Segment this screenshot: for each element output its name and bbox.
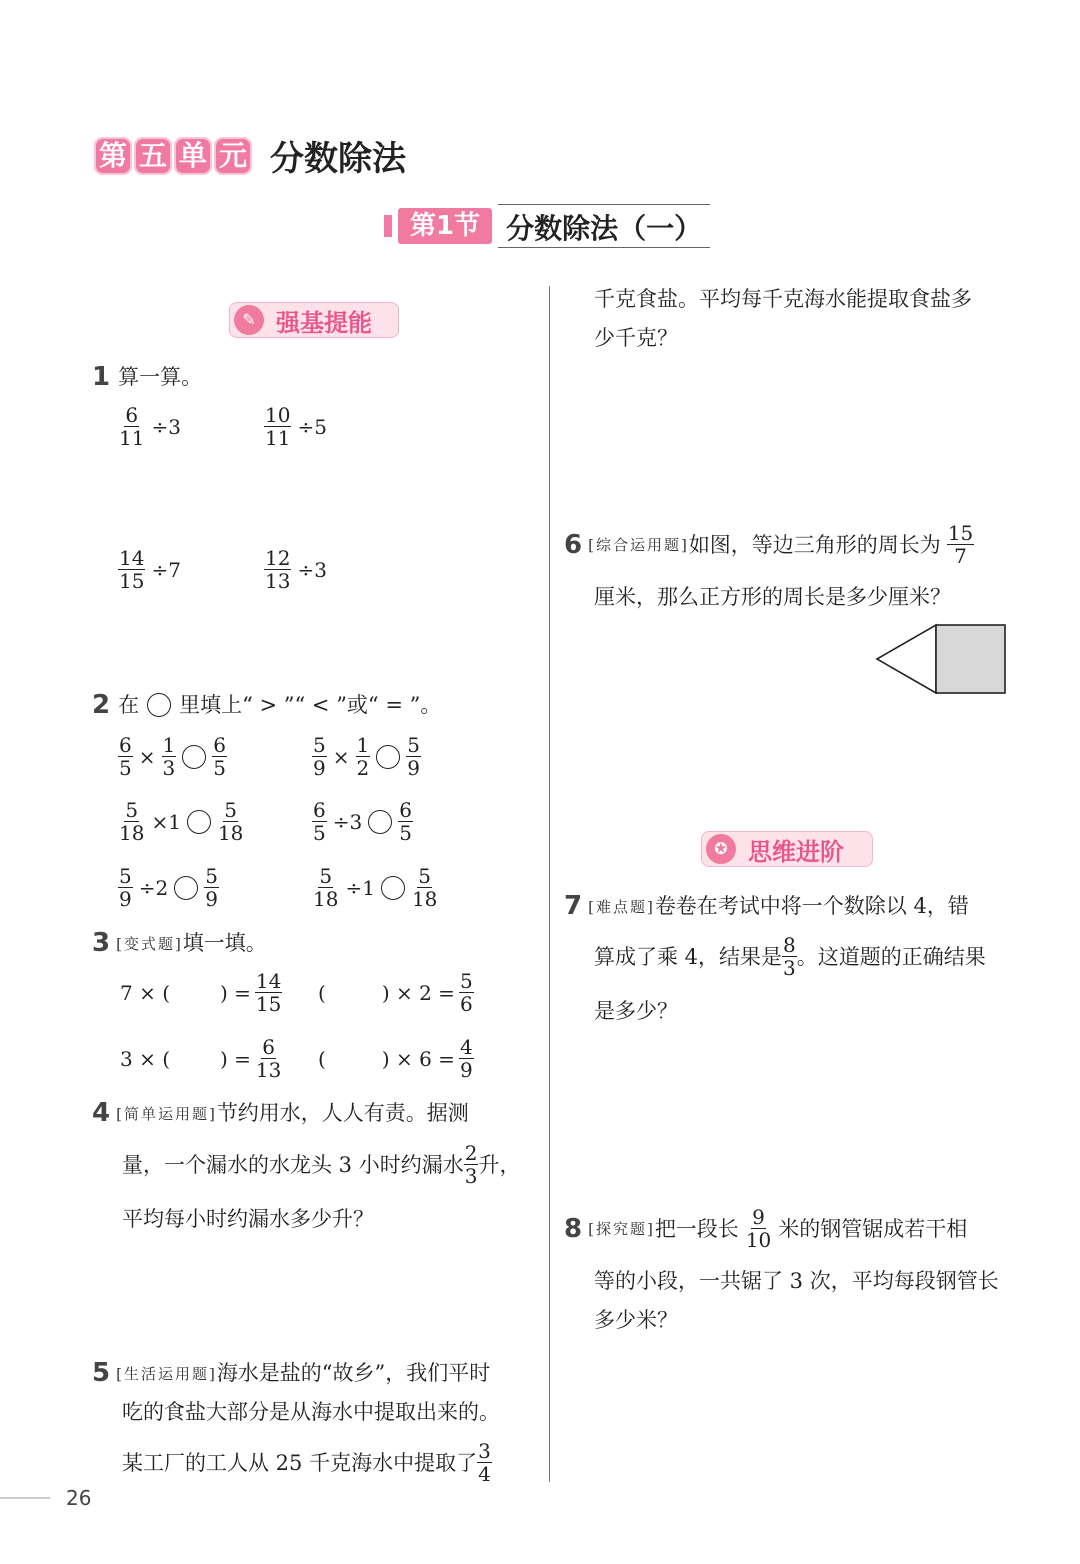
fraction xyxy=(745,1206,772,1251)
question-tag: [探究题] xyxy=(588,1220,655,1238)
question-text: 填一填。 xyxy=(182,931,267,955)
denominator: 15 xyxy=(119,569,145,593)
numerator: 6 xyxy=(125,403,139,427)
denominator: 9 xyxy=(313,756,326,780)
question-tag: [难点题] xyxy=(588,897,655,916)
question-5 xyxy=(92,1358,490,1388)
numerator: 2 xyxy=(464,1141,478,1165)
operator: × xyxy=(332,744,350,769)
numerator: 5 xyxy=(313,733,326,757)
question-text: 千克食盐。平均每千克海水能提取食盐多 xyxy=(594,287,972,311)
fraction xyxy=(118,865,133,910)
operator: ÷3 xyxy=(297,557,327,582)
fraction xyxy=(255,970,282,1015)
question-8 xyxy=(564,1206,967,1251)
question-text: 等的小段，一共锯了 3 次，平均每段钢管长 xyxy=(594,1269,999,1293)
square-shape xyxy=(936,625,1005,693)
operator: ÷7 xyxy=(151,557,181,582)
section-badge-stripe xyxy=(384,215,392,237)
denominator: 9 xyxy=(459,1058,473,1082)
fraction xyxy=(312,865,339,910)
q3-blank-equation xyxy=(318,970,474,1015)
equation-prefix: ( xyxy=(318,980,326,1005)
numerator: 5 xyxy=(125,798,139,822)
q3-blank-equation xyxy=(318,1036,474,1081)
answer-circle[interactable] xyxy=(187,810,211,834)
pencil-icon: ✎ xyxy=(234,305,264,335)
denominator: 11 xyxy=(119,426,145,450)
answer-circle[interactable] xyxy=(368,810,392,834)
q2-comparison xyxy=(118,734,227,779)
numerator: 5 xyxy=(418,864,432,888)
fraction xyxy=(118,404,145,449)
numerator: 5 xyxy=(407,733,420,757)
fraction xyxy=(118,734,133,779)
q2-comparison xyxy=(312,734,421,779)
fraction xyxy=(398,799,413,844)
column-divider xyxy=(549,286,550,1482)
fraction xyxy=(162,734,177,779)
fraction xyxy=(118,547,145,592)
denominator: 9 xyxy=(407,756,420,780)
q2-comparison xyxy=(118,799,244,844)
fraction xyxy=(212,734,227,779)
operator: × xyxy=(138,744,156,769)
question-text: 吃的食盐大部分是从海水中提取出来的。 xyxy=(122,1400,500,1424)
question-6 xyxy=(564,522,974,567)
unit-char: 元 xyxy=(214,137,252,175)
question-text-line xyxy=(122,1440,492,1485)
numerator: 6 xyxy=(262,1035,276,1059)
answer-circle[interactable] xyxy=(182,745,206,769)
equation-suffix: ) = xyxy=(220,980,251,1005)
fraction xyxy=(411,865,438,910)
question-tag: [生活运用题] xyxy=(116,1364,217,1383)
question-1 xyxy=(92,362,202,392)
unit-char: 五 xyxy=(134,137,172,175)
numerator: 6 xyxy=(313,798,326,822)
fraction xyxy=(264,404,291,449)
question-text: 米的钢管锯成若干相 xyxy=(778,1216,968,1241)
denominator: 5 xyxy=(119,756,132,780)
question-text: 厘米，那么正方形的周长是多少厘米？ xyxy=(594,585,951,609)
question-text: 节约用水，人人有责。据测 xyxy=(216,1101,469,1125)
question-2 xyxy=(92,690,441,720)
q3-blank-equation xyxy=(120,1036,282,1081)
numerator: 5 xyxy=(119,864,132,888)
equation-prefix: 7 × ( xyxy=(120,980,170,1005)
question-text: 如图，等边三角形的周长为 xyxy=(688,532,941,557)
question-text-line xyxy=(122,1142,520,1187)
denominator: 5 xyxy=(313,821,326,845)
answer-circle[interactable] xyxy=(376,745,400,769)
section-pill-basic xyxy=(229,302,399,338)
q2-comparison xyxy=(118,865,219,910)
triangle-square-figure xyxy=(870,620,1012,698)
denominator: 5 xyxy=(213,756,226,780)
equation-prefix: ( xyxy=(318,1046,326,1071)
answer-circle[interactable] xyxy=(174,876,198,900)
answer-circle[interactable] xyxy=(381,876,405,900)
numerator: 9 xyxy=(752,1205,765,1229)
unit-heading xyxy=(94,131,406,180)
denominator: 9 xyxy=(205,887,218,911)
numerator: 1 xyxy=(162,733,176,757)
section-badge: 第1节 xyxy=(398,208,492,244)
section-title: 分数除法（一） xyxy=(498,204,710,248)
numerator: 1 xyxy=(356,733,370,757)
medal-icon: ✪ xyxy=(706,834,736,864)
denominator: 9 xyxy=(119,887,132,911)
operator: ÷5 xyxy=(297,414,327,439)
question-number: 4 xyxy=(92,1098,111,1128)
numerator: 14 xyxy=(119,546,145,570)
question-number: 7 xyxy=(564,891,583,921)
question-3 xyxy=(92,928,267,958)
section-pill-advanced xyxy=(701,831,873,867)
denominator: 13 xyxy=(255,1058,282,1082)
numerator: 5 xyxy=(224,798,238,822)
numerator: 5 xyxy=(459,969,473,993)
fraction xyxy=(782,934,797,979)
numerator: 12 xyxy=(265,546,291,570)
numerator: 10 xyxy=(265,403,291,427)
question-number: 8 xyxy=(564,1213,583,1244)
numerator: 3 xyxy=(478,1439,491,1463)
question-text-line xyxy=(594,934,986,979)
question-text: 平均每小时约漏水多少升？ xyxy=(122,1207,374,1231)
question-text: 是多少？ xyxy=(594,999,678,1023)
q1-expression xyxy=(118,547,181,592)
fraction xyxy=(118,799,145,844)
answer-blank[interactable] xyxy=(330,981,378,1005)
fraction xyxy=(312,734,327,779)
section-pill-label: 思维进阶 xyxy=(748,837,844,866)
fraction xyxy=(477,1440,492,1485)
question-text: 算成了乘 4，结果是 xyxy=(594,944,783,969)
question-text: 某工厂的工人从 25 千克海水中提取了 xyxy=(122,1450,478,1475)
footer-dash xyxy=(0,1497,50,1499)
unit-title: 分数除法 xyxy=(270,139,406,179)
numerator: 14 xyxy=(255,969,282,993)
equation-suffix: ) = xyxy=(220,1046,251,1071)
denominator: 18 xyxy=(411,887,438,911)
question-text: 算一算。 xyxy=(118,365,203,389)
answer-blank[interactable] xyxy=(174,981,216,1005)
numerator: 5 xyxy=(319,864,333,888)
denominator: 18 xyxy=(119,821,145,845)
answer-circle xyxy=(147,693,171,717)
numerator: 5 xyxy=(205,864,218,888)
question-number: 5 xyxy=(92,1358,111,1388)
fraction xyxy=(204,865,219,910)
section-pill-label: 强基提能 xyxy=(276,308,372,337)
question-tag: [综合运用题] xyxy=(588,536,689,554)
denominator: 13 xyxy=(265,569,291,593)
fraction xyxy=(406,734,421,779)
numerator: 8 xyxy=(783,933,796,957)
fraction xyxy=(264,547,291,592)
question-text: 把一段长 xyxy=(654,1216,739,1241)
question-text: 。这道题的正确结果 xyxy=(796,944,986,969)
fraction xyxy=(459,970,474,1015)
q1-expression xyxy=(264,404,327,449)
triangle-shape xyxy=(877,625,936,693)
fraction xyxy=(464,1142,479,1187)
question-text: 少千克？ xyxy=(594,326,678,350)
question-text: 多少米？ xyxy=(594,1308,678,1332)
fraction xyxy=(459,1036,474,1081)
equation-suffix: ) × 2 = xyxy=(381,980,455,1005)
q2-comparison xyxy=(312,799,413,844)
denominator: 3 xyxy=(783,956,796,980)
question-number: 3 xyxy=(92,928,111,958)
equation-suffix: ) × 6 = xyxy=(381,1046,455,1071)
denominator: 11 xyxy=(265,426,291,450)
q3-blank-equation xyxy=(120,970,282,1015)
fraction xyxy=(255,1036,282,1081)
denominator: 18 xyxy=(217,821,244,845)
denominator: 3 xyxy=(464,1164,478,1188)
page-number: 26 xyxy=(66,1486,92,1510)
numerator: 6 xyxy=(119,733,132,757)
denominator: 6 xyxy=(459,992,473,1016)
numerator: 15 xyxy=(947,521,974,545)
operator: ÷3 xyxy=(332,809,363,834)
answer-blank[interactable] xyxy=(174,1047,216,1071)
q1-expression xyxy=(118,404,181,449)
question-text: 里填上“ > ”“ < ”或“ = ”。 xyxy=(179,693,442,717)
denominator: 15 xyxy=(255,992,282,1016)
q2-comparison xyxy=(312,865,438,910)
denominator: 4 xyxy=(478,1462,491,1486)
question-text: 海水是盐的“故乡”，我们平时 xyxy=(216,1361,491,1385)
question-7 xyxy=(564,891,969,921)
section-heading xyxy=(384,204,710,248)
question-number: 6 xyxy=(564,529,583,560)
operator: ÷1 xyxy=(345,875,375,900)
answer-blank[interactable] xyxy=(330,1047,378,1071)
unit-char: 单 xyxy=(174,137,212,175)
equation-prefix: 3 × ( xyxy=(120,1046,170,1071)
question-number: 1 xyxy=(92,362,111,392)
fraction xyxy=(312,799,327,844)
q1-expression xyxy=(264,547,327,592)
question-tag: [变式题] xyxy=(116,934,183,953)
denominator: 10 xyxy=(745,1228,772,1252)
denominator: 7 xyxy=(954,544,967,568)
denominator: 5 xyxy=(399,821,412,845)
question-tag: [简单运用题] xyxy=(116,1104,217,1123)
denominator: 2 xyxy=(356,756,370,780)
question-text: 升， xyxy=(478,1152,521,1177)
question-text: 量，一个漏水的水龙头 3 小时约漏水 xyxy=(122,1152,464,1177)
question-text: 在 xyxy=(118,693,140,717)
question-text: 卷卷在考试中将一个数除以 4，错 xyxy=(654,894,969,918)
operator: ÷2 xyxy=(138,875,169,900)
numerator: 6 xyxy=(213,733,226,757)
fraction xyxy=(356,734,371,779)
denominator: 3 xyxy=(162,756,176,780)
question-number: 2 xyxy=(92,690,111,720)
denominator: 18 xyxy=(313,887,339,911)
numerator: 4 xyxy=(459,1035,473,1059)
fraction xyxy=(947,522,974,567)
operator: ÷3 xyxy=(151,414,181,439)
numerator: 6 xyxy=(399,798,412,822)
operator: ×1 xyxy=(151,809,181,834)
question-4 xyxy=(92,1098,469,1128)
fraction xyxy=(217,799,244,844)
unit-char: 第 xyxy=(94,137,132,175)
